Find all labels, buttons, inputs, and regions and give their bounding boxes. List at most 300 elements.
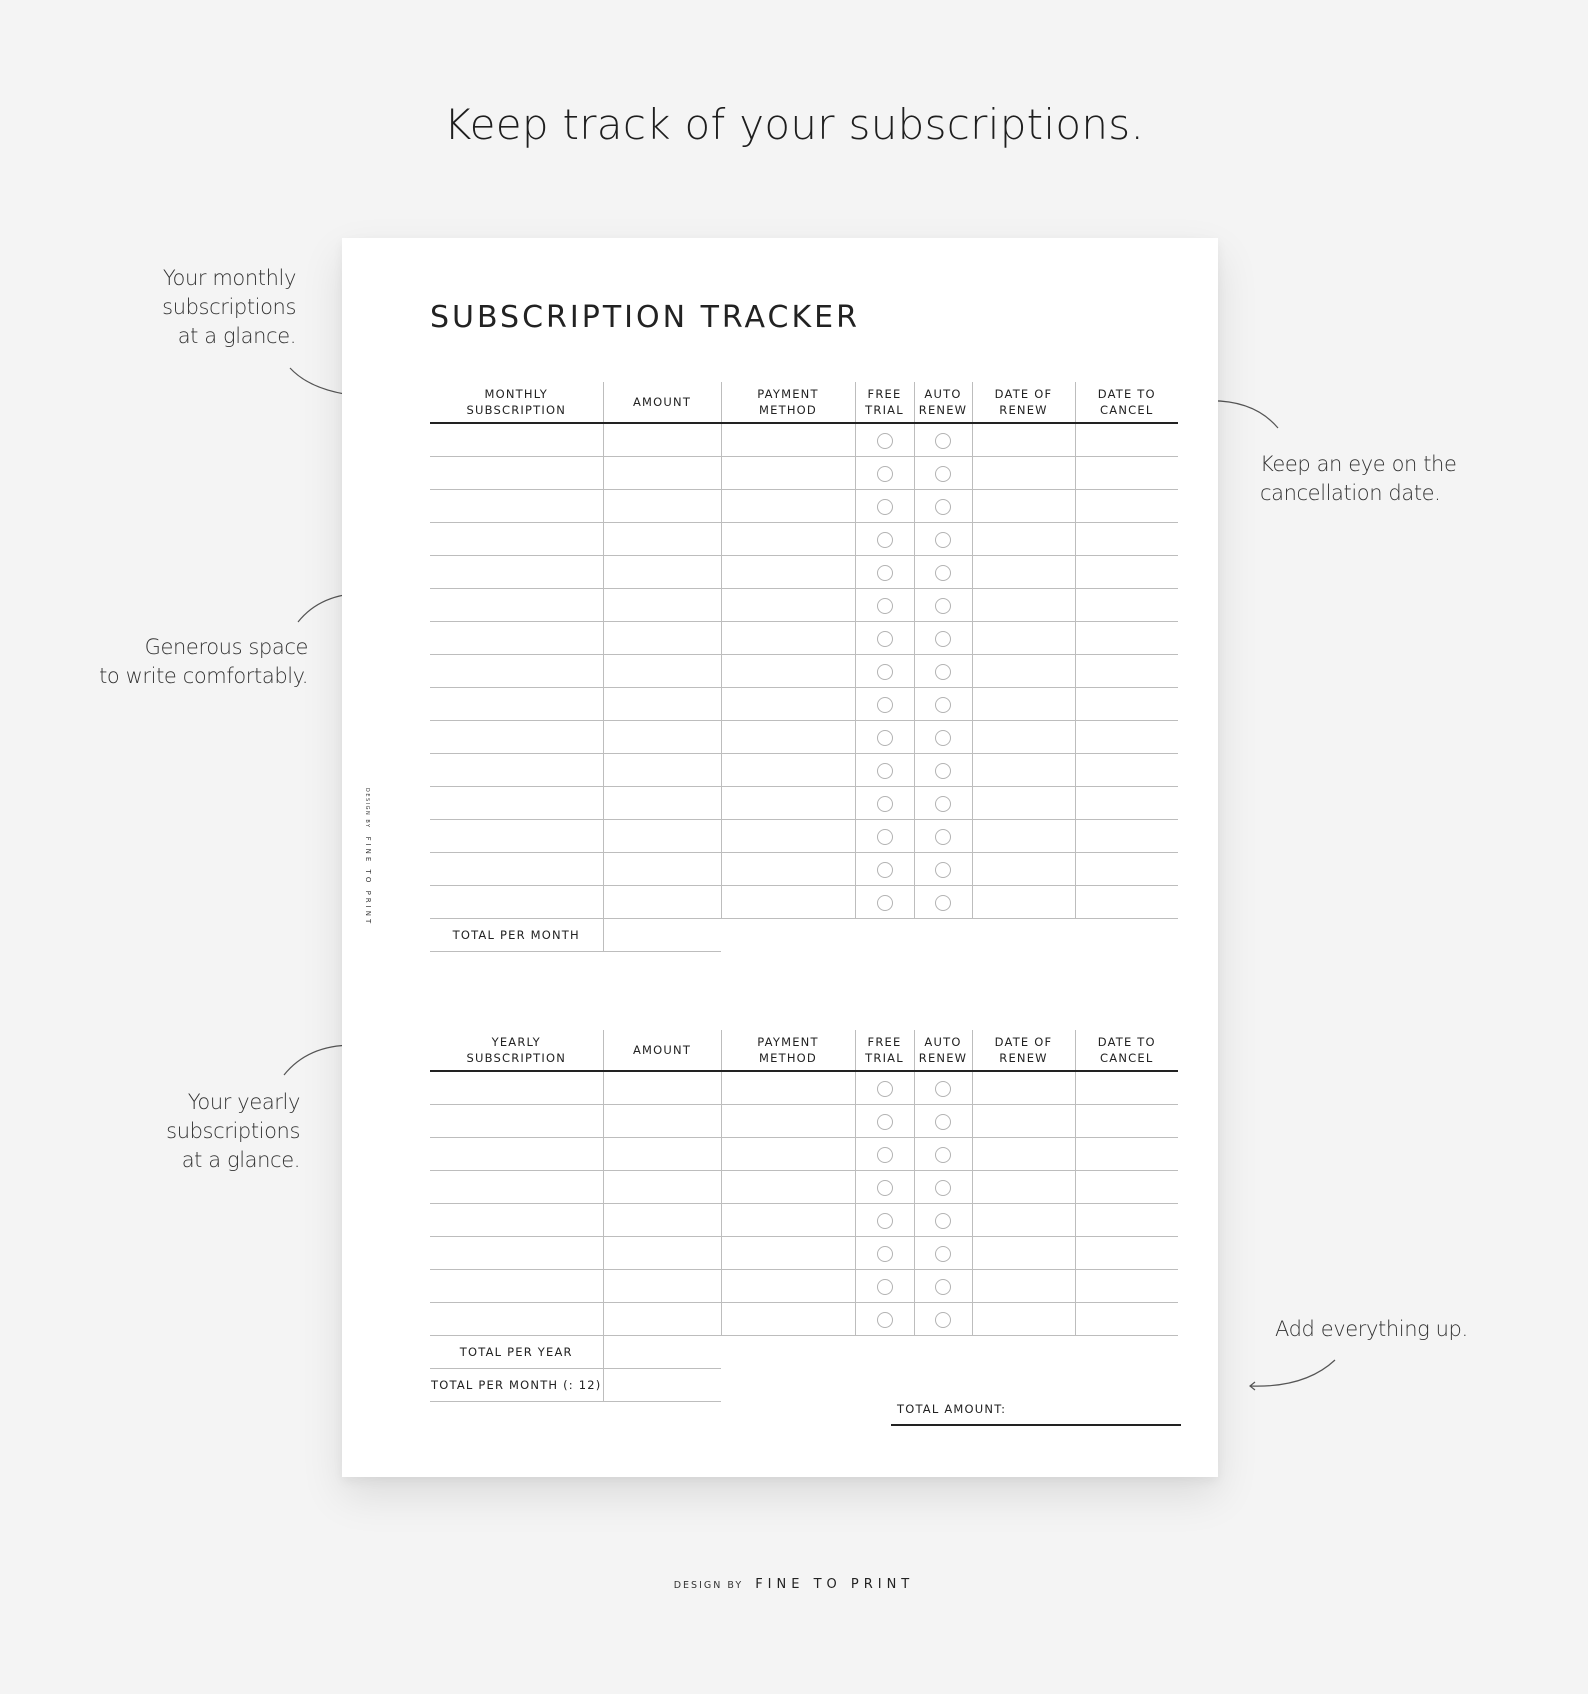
yearly-cell-date-to-cancel[interactable] <box>1075 1270 1178 1303</box>
monthly-cell-date-of-renew[interactable] <box>972 423 1075 457</box>
monthly-cell-free-trial[interactable] <box>855 721 914 754</box>
yearly-total-value[interactable] <box>603 1369 721 1402</box>
monthly-header-free-trial-line: TRIAL <box>865 403 904 417</box>
auto-renew-checkbox-circle[interactable] <box>935 1081 951 1097</box>
monthly-cell-amount[interactable] <box>603 787 721 820</box>
monthly-table-row <box>430 754 1178 787</box>
auto-renew-checkbox-circle[interactable] <box>935 1246 951 1262</box>
yearly-cell-free-trial[interactable] <box>855 1303 914 1336</box>
monthly-cell-amount[interactable] <box>603 423 721 457</box>
monthly-cell-date-to-cancel[interactable] <box>1075 457 1178 490</box>
yearly-cell-subscription[interactable] <box>430 1171 603 1204</box>
free-trial-checkbox-circle[interactable] <box>877 796 893 812</box>
free-trial-checkbox-circle[interactable] <box>877 1180 893 1196</box>
yearly-cell-subscription[interactable] <box>430 1204 603 1237</box>
auto-renew-checkbox-circle[interactable] <box>935 565 951 581</box>
yearly-cell-free-trial[interactable] <box>855 1138 914 1171</box>
yearly-cell-auto-renew[interactable] <box>914 1138 972 1171</box>
monthly-cell-date-of-renew[interactable] <box>972 556 1075 589</box>
monthly-cell-date-of-renew[interactable] <box>972 457 1075 490</box>
yearly-cell-subscription[interactable] <box>430 1105 603 1138</box>
monthly-cell-date-of-renew[interactable] <box>972 589 1075 622</box>
yearly-cell-amount[interactable] <box>603 1303 721 1336</box>
auto-renew-checkbox-circle[interactable] <box>935 895 951 911</box>
monthly-header-payment-method <box>721 382 855 423</box>
monthly-header-subscription-line: MONTHLY <box>484 387 549 401</box>
monthly-header-subscription <box>430 382 603 423</box>
spine-brand: FINE TO PRINT <box>364 836 372 927</box>
monthly-table-row <box>430 820 1178 853</box>
yearly-cell-amount[interactable] <box>603 1270 721 1303</box>
monthly-cell-free-trial[interactable] <box>855 457 914 490</box>
monthly-cell-payment-method[interactable] <box>721 853 855 886</box>
yearly-cell-date-of-renew[interactable] <box>972 1270 1075 1303</box>
monthly-cell-subscription[interactable] <box>430 523 603 556</box>
free-trial-checkbox-circle[interactable] <box>877 631 893 647</box>
yearly-cell-auto-renew[interactable] <box>914 1105 972 1138</box>
yearly-cell-amount[interactable] <box>603 1105 721 1138</box>
monthly-total-spacer <box>721 919 1178 952</box>
footer-brand: FINE TO PRINT <box>755 1577 915 1592</box>
monthly-table-row <box>430 523 1178 556</box>
yearly-header-subscription-line: SUBSCRIPTION <box>466 1051 567 1065</box>
yearly-cell-free-trial[interactable] <box>855 1204 914 1237</box>
yearly-cell-payment-method[interactable] <box>721 1270 855 1303</box>
free-trial-checkbox-circle[interactable] <box>877 433 893 449</box>
monthly-cell-amount[interactable] <box>603 886 721 919</box>
monthly-cell-date-of-renew[interactable] <box>972 754 1075 787</box>
yearly-header-row <box>430 1030 1178 1071</box>
yearly-header-payment-method-line: PAYMENT <box>757 1035 819 1049</box>
monthly-cell-date-of-renew[interactable] <box>972 853 1075 886</box>
yearly-cell-subscription[interactable] <box>430 1303 603 1336</box>
monthly-cell-subscription[interactable] <box>430 853 603 886</box>
yearly-header-auto-renew-line: AUTO <box>924 1035 962 1049</box>
yearly-header-auto-renew-line: RENEW <box>918 1051 968 1065</box>
monthly-cell-payment-method[interactable] <box>721 688 855 721</box>
tracker-sheet <box>342 238 1218 1477</box>
yearly-cell-date-to-cancel[interactable] <box>1075 1303 1178 1336</box>
monthly-cell-free-trial[interactable] <box>855 820 914 853</box>
monthly-cell-payment-method[interactable] <box>721 556 855 589</box>
auto-renew-checkbox-circle[interactable] <box>935 466 951 482</box>
auto-renew-checkbox-circle[interactable] <box>935 1312 951 1328</box>
yearly-cell-payment-method[interactable] <box>721 1105 855 1138</box>
annotation-cancel: Keep an eye on the cancellation date. <box>1260 452 1457 505</box>
yearly-cell-subscription[interactable] <box>430 1270 603 1303</box>
yearly-cell-free-trial[interactable] <box>855 1237 914 1270</box>
yearly-total-label: TOTAL PER MONTH (: 12) <box>430 1369 603 1402</box>
monthly-cell-free-trial[interactable] <box>855 787 914 820</box>
monthly-cell-date-to-cancel[interactable] <box>1075 688 1178 721</box>
yearly-table-row <box>430 1171 1178 1204</box>
yearly-cell-date-to-cancel[interactable] <box>1075 1204 1178 1237</box>
yearly-cell-free-trial[interactable] <box>855 1071 914 1105</box>
yearly-cell-subscription[interactable] <box>430 1237 603 1270</box>
monthly-cell-payment-method[interactable] <box>721 589 855 622</box>
yearly-header-subscription-line: YEARLY <box>491 1035 541 1049</box>
yearly-header-date-of-renew-line: DATE OF <box>994 1035 1053 1049</box>
monthly-cell-date-of-renew[interactable] <box>972 688 1075 721</box>
monthly-cell-subscription[interactable] <box>430 589 603 622</box>
monthly-cell-free-trial[interactable] <box>855 655 914 688</box>
yearly-header-amount <box>603 1030 721 1071</box>
monthly-cell-auto-renew[interactable] <box>914 523 972 556</box>
monthly-header-auto-renew-line: AUTO <box>924 387 962 401</box>
monthly-cell-date-to-cancel[interactable] <box>1075 820 1178 853</box>
yearly-cell-date-of-renew[interactable] <box>972 1071 1075 1105</box>
monthly-cell-auto-renew[interactable] <box>914 688 972 721</box>
monthly-cell-date-of-renew[interactable] <box>972 490 1075 523</box>
monthly-cell-date-of-renew[interactable] <box>972 787 1075 820</box>
auto-renew-checkbox-circle[interactable] <box>935 1147 951 1163</box>
monthly-cell-free-trial[interactable] <box>855 688 914 721</box>
monthly-cell-date-of-renew[interactable] <box>972 721 1075 754</box>
yearly-cell-auto-renew[interactable] <box>914 1270 972 1303</box>
monthly-cell-payment-method[interactable] <box>721 754 855 787</box>
monthly-cell-date-to-cancel[interactable] <box>1075 490 1178 523</box>
yearly-header-date-to-cancel <box>1075 1030 1178 1071</box>
yearly-cell-auto-renew[interactable] <box>914 1237 972 1270</box>
free-trial-checkbox-circle[interactable] <box>877 829 893 845</box>
yearly-table-row <box>430 1105 1178 1138</box>
monthly-cell-subscription[interactable] <box>430 787 603 820</box>
monthly-cell-free-trial[interactable] <box>855 853 914 886</box>
monthly-cell-payment-method[interactable] <box>721 721 855 754</box>
monthly-cell-date-to-cancel[interactable] <box>1075 721 1178 754</box>
annotation-space: Generous space to write comfortably. <box>99 635 308 688</box>
monthly-cell-amount[interactable] <box>603 622 721 655</box>
free-trial-checkbox-circle[interactable] <box>877 697 893 713</box>
monthly-cell-date-of-renew[interactable] <box>972 820 1075 853</box>
auto-renew-checkbox-circle[interactable] <box>935 532 951 548</box>
monthly-cell-auto-renew[interactable] <box>914 787 972 820</box>
free-trial-checkbox-circle[interactable] <box>877 499 893 515</box>
yearly-header-free-trial-line: FREE <box>867 1035 902 1049</box>
free-trial-checkbox-circle[interactable] <box>877 1114 893 1130</box>
auto-renew-checkbox-circle[interactable] <box>935 796 951 812</box>
monthly-cell-auto-renew[interactable] <box>914 655 972 688</box>
monthly-cell-auto-renew[interactable] <box>914 423 972 457</box>
monthly-header-row <box>430 382 1178 423</box>
yearly-cell-amount[interactable] <box>603 1204 721 1237</box>
monthly-total-label: TOTAL PER MONTH <box>430 919 603 952</box>
free-trial-checkbox-circle[interactable] <box>877 598 893 614</box>
yearly-header-auto-renew <box>914 1030 972 1071</box>
monthly-header-date-of-renew <box>972 382 1075 423</box>
yearly-table-row <box>430 1303 1178 1336</box>
free-trial-checkbox-circle[interactable] <box>877 1213 893 1229</box>
monthly-cell-date-to-cancel[interactable] <box>1075 655 1178 688</box>
monthly-cell-date-to-cancel[interactable] <box>1075 754 1178 787</box>
monthly-cell-auto-renew[interactable] <box>914 721 972 754</box>
free-trial-checkbox-circle[interactable] <box>877 565 893 581</box>
yearly-cell-amount[interactable] <box>603 1138 721 1171</box>
yearly-cell-subscription[interactable] <box>430 1071 603 1105</box>
monthly-cell-amount[interactable] <box>603 688 721 721</box>
monthly-cell-auto-renew[interactable] <box>914 754 972 787</box>
monthly-cell-payment-method[interactable] <box>721 457 855 490</box>
monthly-cell-free-trial[interactable] <box>855 423 914 457</box>
yearly-cell-payment-method[interactable] <box>721 1171 855 1204</box>
auto-renew-checkbox-circle[interactable] <box>935 1180 951 1196</box>
monthly-cell-free-trial[interactable] <box>855 556 914 589</box>
yearly-cell-free-trial[interactable] <box>855 1105 914 1138</box>
monthly-cell-amount[interactable] <box>603 655 721 688</box>
monthly-header-auto-renew-line: RENEW <box>918 403 968 417</box>
footer-credit <box>0 1577 1588 1592</box>
yearly-cell-payment-method[interactable] <box>721 1237 855 1270</box>
monthly-table-row <box>430 886 1178 919</box>
monthly-header-amount <box>603 382 721 423</box>
yearly-cell-date-of-renew[interactable] <box>972 1171 1075 1204</box>
free-trial-checkbox-circle[interactable] <box>877 1246 893 1262</box>
monthly-total-row <box>430 919 1178 952</box>
yearly-header-free-trial <box>855 1030 914 1071</box>
monthly-cell-amount[interactable] <box>603 853 721 886</box>
yearly-cell-amount[interactable] <box>603 1237 721 1270</box>
monthly-cell-free-trial[interactable] <box>855 523 914 556</box>
yearly-header-date-of-renew <box>972 1030 1075 1071</box>
monthly-header-date-of-renew-line: RENEW <box>999 403 1048 417</box>
yearly-cell-auto-renew[interactable] <box>914 1171 972 1204</box>
monthly-cell-subscription[interactable] <box>430 490 603 523</box>
monthly-cell-subscription[interactable] <box>430 754 603 787</box>
yearly-cell-date-to-cancel[interactable] <box>1075 1138 1178 1171</box>
yearly-table-row <box>430 1204 1178 1237</box>
yearly-cell-amount[interactable] <box>603 1071 721 1105</box>
monthly-table-row <box>430 490 1178 523</box>
headline: Keep track of your subscriptions. <box>443 100 1145 149</box>
yearly-table-row <box>430 1270 1178 1303</box>
monthly-cell-auto-renew[interactable] <box>914 457 972 490</box>
monthly-cell-date-of-renew[interactable] <box>972 622 1075 655</box>
monthly-cell-auto-renew[interactable] <box>914 490 972 523</box>
monthly-cell-date-to-cancel[interactable] <box>1075 787 1178 820</box>
spine-credit <box>364 788 372 926</box>
monthly-cell-subscription[interactable] <box>430 688 603 721</box>
yearly-cell-payment-method[interactable] <box>721 1204 855 1237</box>
yearly-cell-date-to-cancel[interactable] <box>1075 1171 1178 1204</box>
yearly-cell-subscription[interactable] <box>430 1138 603 1171</box>
yearly-header-date-to-cancel-line: CANCEL <box>1100 1051 1154 1065</box>
yearly-table <box>430 1030 1178 1402</box>
monthly-table-row <box>430 589 1178 622</box>
monthly-header-auto-renew <box>914 382 972 423</box>
free-trial-checkbox-circle[interactable] <box>877 1081 893 1097</box>
monthly-table-row <box>430 457 1178 490</box>
monthly-cell-payment-method[interactable] <box>721 622 855 655</box>
auto-renew-checkbox-circle[interactable] <box>935 697 951 713</box>
auto-renew-checkbox-circle[interactable] <box>935 433 951 449</box>
yearly-cell-date-of-renew[interactable] <box>972 1237 1075 1270</box>
monthly-header-date-to-cancel-line: DATE TO <box>1097 387 1156 401</box>
monthly-cell-date-of-renew[interactable] <box>972 523 1075 556</box>
yearly-table-row <box>430 1138 1178 1171</box>
yearly-cell-auto-renew[interactable] <box>914 1303 972 1336</box>
monthly-cell-date-to-cancel[interactable] <box>1075 556 1178 589</box>
monthly-cell-date-to-cancel[interactable] <box>1075 589 1178 622</box>
yearly-cell-free-trial[interactable] <box>855 1270 914 1303</box>
free-trial-checkbox-circle[interactable] <box>877 895 893 911</box>
monthly-cell-amount[interactable] <box>603 589 721 622</box>
annotation-sum: Add everything up. <box>1275 1317 1468 1341</box>
monthly-cell-payment-method[interactable] <box>721 655 855 688</box>
auto-renew-checkbox-circle[interactable] <box>935 499 951 515</box>
auto-renew-checkbox-circle[interactable] <box>935 829 951 845</box>
monthly-cell-free-trial[interactable] <box>855 886 914 919</box>
monthly-cell-amount[interactable] <box>603 754 721 787</box>
annotation-monthly: Your monthly subscriptions at a glance. <box>162 266 296 348</box>
monthly-cell-date-to-cancel[interactable] <box>1075 622 1178 655</box>
yearly-cell-amount[interactable] <box>603 1171 721 1204</box>
monthly-cell-payment-method[interactable] <box>721 423 855 457</box>
free-trial-checkbox-circle[interactable] <box>877 730 893 746</box>
monthly-cell-date-of-renew[interactable] <box>972 886 1075 919</box>
monthly-header-date-to-cancel <box>1075 382 1178 423</box>
yearly-header-date-to-cancel-line: DATE TO <box>1097 1035 1156 1049</box>
monthly-cell-amount[interactable] <box>603 457 721 490</box>
monthly-table-row <box>430 688 1178 721</box>
free-trial-checkbox-circle[interactable] <box>877 1312 893 1328</box>
monthly-table-row <box>430 853 1178 886</box>
yearly-header-subscription <box>430 1030 603 1071</box>
monthly-cell-auto-renew[interactable] <box>914 853 972 886</box>
yearly-cell-payment-method[interactable] <box>721 1138 855 1171</box>
free-trial-checkbox-circle[interactable] <box>877 532 893 548</box>
auto-renew-checkbox-circle[interactable] <box>935 1114 951 1130</box>
yearly-header-date-of-renew-line: RENEW <box>999 1051 1048 1065</box>
monthly-cell-payment-method[interactable] <box>721 523 855 556</box>
monthly-cell-date-of-renew[interactable] <box>972 655 1075 688</box>
yearly-table-row <box>430 1071 1178 1105</box>
monthly-cell-payment-method[interactable] <box>721 820 855 853</box>
annotation-yearly: Your yearly subscriptions at a glance. <box>166 1090 300 1172</box>
monthly-cell-subscription[interactable] <box>430 457 603 490</box>
yearly-table-row <box>430 1237 1178 1270</box>
free-trial-checkbox-circle[interactable] <box>877 862 893 878</box>
yearly-cell-auto-renew[interactable] <box>914 1071 972 1105</box>
yearly-total-value[interactable] <box>603 1336 721 1369</box>
auto-renew-checkbox-circle[interactable] <box>935 862 951 878</box>
monthly-header-free-trial-line: FREE <box>867 387 902 401</box>
monthly-cell-payment-method[interactable] <box>721 787 855 820</box>
yearly-header-payment-method <box>721 1030 855 1071</box>
monthly-cell-payment-method[interactable] <box>721 886 855 919</box>
monthly-cell-free-trial[interactable] <box>855 589 914 622</box>
monthly-table-row <box>430 655 1178 688</box>
yearly-cell-auto-renew[interactable] <box>914 1204 972 1237</box>
auto-renew-checkbox-circle[interactable] <box>935 631 951 647</box>
auto-renew-checkbox-circle[interactable] <box>935 598 951 614</box>
free-trial-checkbox-circle[interactable] <box>877 466 893 482</box>
monthly-cell-amount[interactable] <box>603 490 721 523</box>
monthly-table-row <box>430 787 1178 820</box>
monthly-cell-subscription[interactable] <box>430 556 603 589</box>
monthly-cell-amount[interactable] <box>603 820 721 853</box>
yearly-header-free-trial-line: TRIAL <box>865 1051 904 1065</box>
yearly-cell-date-of-renew[interactable] <box>972 1138 1075 1171</box>
free-trial-checkbox-circle[interactable] <box>877 763 893 779</box>
free-trial-checkbox-circle[interactable] <box>877 1279 893 1295</box>
auto-renew-checkbox-circle[interactable] <box>935 730 951 746</box>
yearly-total-label: TOTAL PER YEAR <box>430 1336 603 1369</box>
monthly-cell-auto-renew[interactable] <box>914 886 972 919</box>
yearly-cell-payment-method[interactable] <box>721 1071 855 1105</box>
monthly-cell-subscription[interactable] <box>430 655 603 688</box>
monthly-cell-date-to-cancel[interactable] <box>1075 853 1178 886</box>
monthly-cell-auto-renew[interactable] <box>914 820 972 853</box>
monthly-header-subscription-line: SUBSCRIPTION <box>466 403 567 417</box>
monthly-cell-payment-method[interactable] <box>721 490 855 523</box>
monthly-cell-subscription[interactable] <box>430 721 603 754</box>
monthly-cell-free-trial[interactable] <box>855 622 914 655</box>
monthly-cell-amount[interactable] <box>603 556 721 589</box>
free-trial-checkbox-circle[interactable] <box>877 1147 893 1163</box>
yearly-cell-date-of-renew[interactable] <box>972 1204 1075 1237</box>
total-amount-line[interactable] <box>891 1396 1181 1426</box>
yearly-header-payment-method-line: METHOD <box>759 1051 817 1065</box>
auto-renew-checkbox-circle[interactable] <box>935 664 951 680</box>
yearly-cell-date-to-cancel[interactable] <box>1075 1105 1178 1138</box>
monthly-header-payment-method-line: METHOD <box>759 403 817 417</box>
auto-renew-checkbox-circle[interactable] <box>935 1279 951 1295</box>
monthly-header-payment-method-line: PAYMENT <box>757 387 819 401</box>
document-title: SUBSCRIPTION TRACKER <box>430 300 860 335</box>
auto-renew-checkbox-circle[interactable] <box>935 1213 951 1229</box>
arrow-sum <box>1250 1360 1335 1386</box>
total-amount-label: TOTAL AMOUNT: <box>897 1402 1007 1416</box>
spine-prefix: DESIGN BY <box>364 788 370 829</box>
monthly-cell-subscription[interactable] <box>430 820 603 853</box>
monthly-cell-subscription[interactable] <box>430 886 603 919</box>
monthly-table-row <box>430 556 1178 589</box>
monthly-cell-date-to-cancel[interactable] <box>1075 423 1178 457</box>
monthly-cell-amount[interactable] <box>603 721 721 754</box>
monthly-table <box>430 382 1178 952</box>
yearly-cell-date-of-renew[interactable] <box>972 1303 1075 1336</box>
yearly-cell-free-trial[interactable] <box>855 1171 914 1204</box>
monthly-cell-subscription[interactable] <box>430 622 603 655</box>
monthly-cell-free-trial[interactable] <box>855 754 914 787</box>
monthly-header-date-of-renew-line: DATE OF <box>994 387 1053 401</box>
monthly-table-row <box>430 622 1178 655</box>
yearly-header-amount-line: AMOUNT <box>632 1043 692 1057</box>
monthly-cell-date-to-cancel[interactable] <box>1075 886 1178 919</box>
yearly-cell-date-of-renew[interactable] <box>972 1105 1075 1138</box>
monthly-cell-auto-renew[interactable] <box>914 556 972 589</box>
monthly-header-free-trial <box>855 382 914 423</box>
monthly-cell-date-to-cancel[interactable] <box>1075 523 1178 556</box>
yearly-cell-date-to-cancel[interactable] <box>1075 1237 1178 1270</box>
monthly-cell-amount[interactable] <box>603 523 721 556</box>
yearly-cell-payment-method[interactable] <box>721 1303 855 1336</box>
monthly-cell-subscription[interactable] <box>430 423 603 457</box>
monthly-total-value[interactable] <box>603 919 721 952</box>
yearly-cell-date-to-cancel[interactable] <box>1075 1071 1178 1105</box>
yearly-total-spacer <box>721 1336 1178 1369</box>
monthly-cell-auto-renew[interactable] <box>914 589 972 622</box>
monthly-header-date-to-cancel-line: CANCEL <box>1100 403 1154 417</box>
monthly-table-row <box>430 721 1178 754</box>
monthly-cell-free-trial[interactable] <box>855 490 914 523</box>
free-trial-checkbox-circle[interactable] <box>877 664 893 680</box>
monthly-header-amount-line: AMOUNT <box>632 395 692 409</box>
monthly-table-row <box>430 423 1178 457</box>
monthly-cell-auto-renew[interactable] <box>914 622 972 655</box>
footer-prefix: DESIGN BY <box>673 1580 744 1591</box>
auto-renew-checkbox-circle[interactable] <box>935 763 951 779</box>
